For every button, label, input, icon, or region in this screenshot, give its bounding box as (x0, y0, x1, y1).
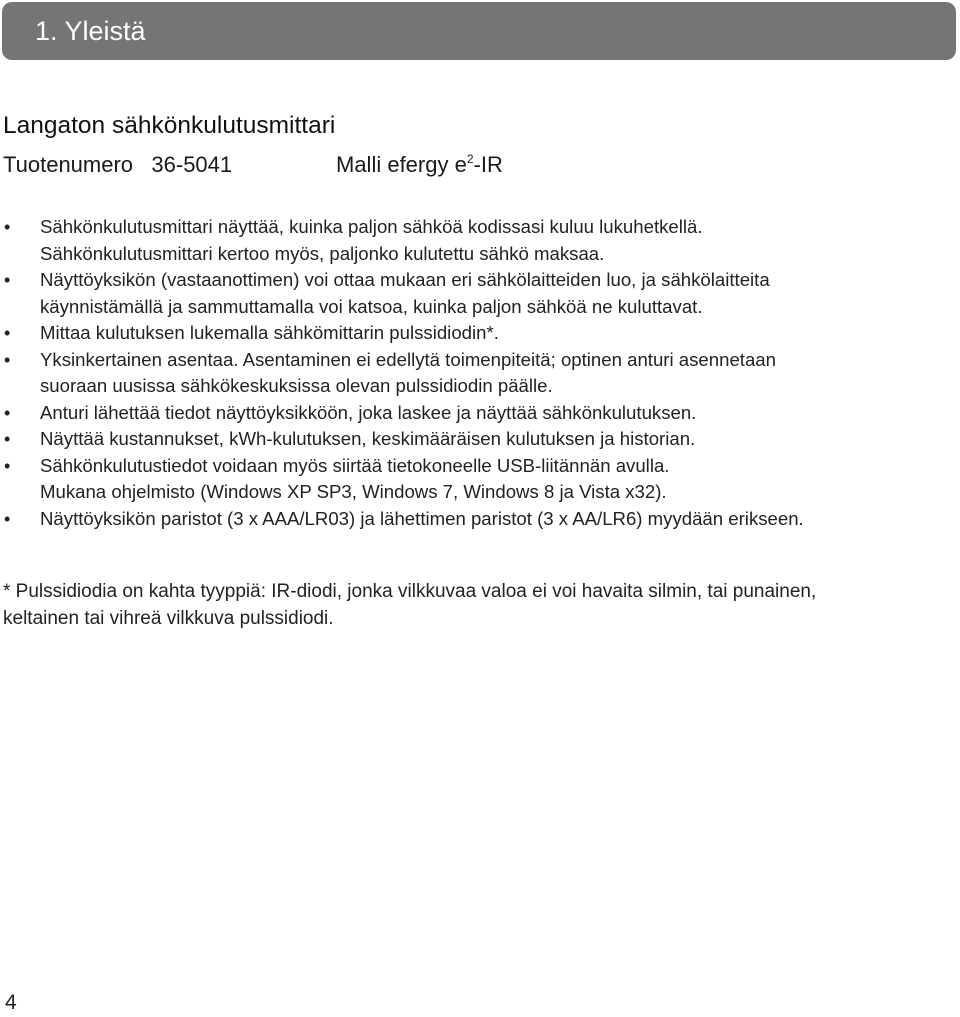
feature-text: Anturi lähettää tiedot näyttöyksikköön, joka laskee ja näyttää sähkönkulutuksen. (40, 401, 697, 423)
feature-text: Mukana ohjelmisto (Windows XP SP3, Windows 7, Windows 8 ja Vista x32). (40, 481, 667, 502)
product-number-label: Tuotenumero (3, 152, 134, 177)
feature-item (0, 426, 950, 453)
feature-text: Yksinkertainen asentaa. Asentaminen ei edellytä toimenpiteitä; optinen anturi asennetaan (40, 348, 776, 370)
feature-text: Näyttöyksikön paristot (3 x AAA/LR03) ja lähettimen paristot (3 x AA/LR6) myydään erikseen. (40, 507, 804, 529)
footnote-line: * Pulssidiodia on kahta tyyppiä: IR-diodi, jonka vilkkuvaa valoa ei voi havaita silmin, tai punainen, (3, 581, 817, 602)
feature-item (0, 267, 950, 320)
section-header (2, 2, 956, 60)
product-title: Langaton sähkönkulutusmittari (3, 112, 336, 139)
feature-text: Näyttää kustannukset, kWh-kulutuksen, keskimääräisen kulutuksen ja historian. (40, 428, 696, 449)
bullet-icon: • (4, 217, 11, 237)
bullet-icon: • (4, 429, 11, 449)
feature-text: käynnistämällä ja sammuttamalla voi katsoa, kuinka paljon sähköä ne kuluttavat. (40, 295, 703, 317)
bullet-icon: • (4, 508, 11, 529)
feature-text: Sähkönkulutustiedot voidaan myös siirtää tietokoneelle USB-liitännän avulla. (40, 454, 670, 476)
bullet-icon: • (4, 270, 11, 290)
model-name (336, 150, 503, 180)
feature-text: Sähkönkulutusmittari kertoo myös, paljonko kulutettu sähkö maksaa. (40, 242, 605, 264)
feature-item (0, 400, 950, 427)
feature-item (0, 506, 950, 533)
product-meta (3, 150, 503, 180)
bullet-icon: • (4, 455, 11, 476)
feature-list (0, 214, 950, 532)
feature-item (0, 347, 950, 400)
footnote (3, 578, 816, 632)
model-suffix: -IR (473, 152, 503, 177)
footnote-line: keltainen tai vihreä vilkkuva pulssidiodi. (3, 608, 334, 629)
feature-text: suoraan uusissa sähkökeskuksissa olevan pulssidiodin päälle. (40, 375, 553, 396)
bullet-icon: • (4, 349, 11, 370)
section-title: 1. Yleistä (35, 16, 146, 46)
bullet-icon: • (4, 402, 11, 423)
feature-item (0, 214, 950, 267)
page-number: 4 (5, 991, 17, 1014)
feature-text: Mittaa kulutuksen lukemalla sähkömittarin pulssidiodin*. (40, 322, 499, 343)
feature-text: Sähkönkulutusmittari näyttää, kuinka paljon sähköä kodissasi kuluu lukuhetkellä. (40, 216, 703, 237)
feature-item (0, 320, 950, 347)
product-number: 36-5041 (151, 152, 233, 177)
model-superscript: 2 (466, 151, 474, 166)
model-prefix: Malli efergy e (336, 152, 467, 177)
feature-text: Näyttöyksikön (vastaanottimen) voi ottaa mukaan eri sähkölaitteiden luo, ja sähkölaitteita (40, 269, 770, 290)
feature-item (0, 453, 950, 506)
bullet-icon: • (4, 323, 11, 343)
